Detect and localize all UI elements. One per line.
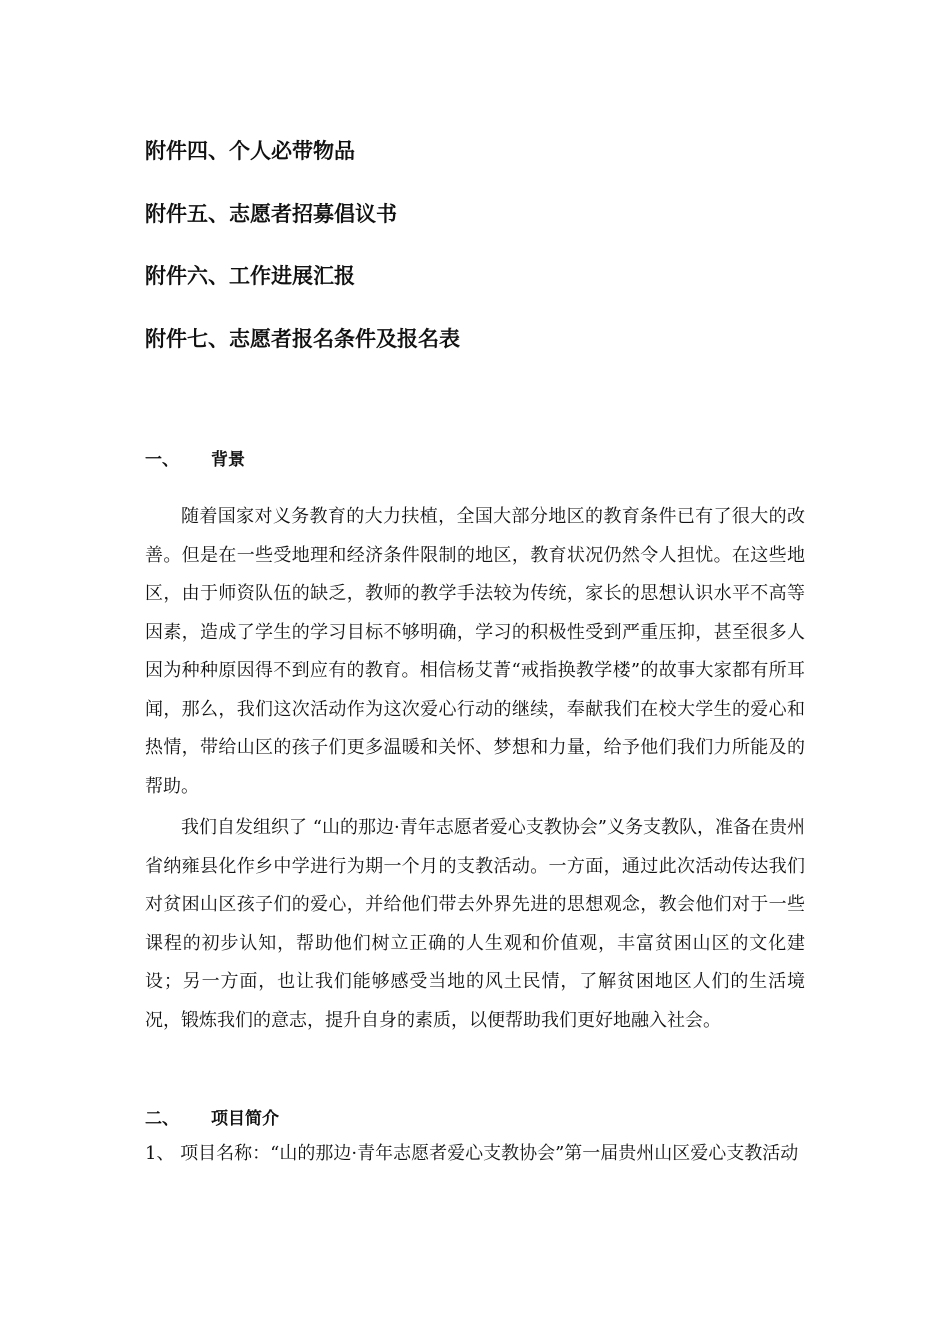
list-item: 1、 项目名称：“山的那边·青年志愿者爱心支教协会”第一届贵州山区爱心支教活动: [145, 1143, 799, 1164]
section-title: 背景: [211, 450, 245, 470]
attachment-item: 附件五、志愿者招募倡议书: [145, 202, 397, 226]
attachment-item: 附件七、志愿者报名条件及报名表: [145, 327, 460, 351]
section-heading: [145, 1107, 279, 1131]
body-paragraph: 随着国家对义务教育的大力扶植，全国大部分地区的教育条件已有了很大的改善。但是在一些受地理和经济条件限制的地区，教育状况仍然令人担忧。在这些地区，由于师资队伍的缺乏，教师的教学手法较为传统，家长的思想认识水平不高等因素，造成了学生的学习目标不够明确，学习的积极性受到严重压抑，甚至很多人因为种种原因得不到应有的教育。相信杨艾菁“戒指换教学楼”的故事大家都有所耳闻，那么，我们这次活动作为这次爱心行动的继续，奉献我们在校大学生的爱心和热情，带给山区的孩子们更多温暖和关怀、梦想和力量，给予他们我们力所能及的帮助。: [145, 506, 805, 797]
attachment-item: 附件六、工作进展汇报: [145, 264, 355, 288]
section-number: 一、: [145, 450, 179, 470]
section-heading: [145, 448, 245, 472]
section-number: 二、: [145, 1109, 179, 1129]
section-title: 项目简介: [211, 1109, 279, 1129]
body-paragraph: 我们自发组织了 “山的那边·青年志愿者爱心支教协会”义务支教队，准备在贵州省纳雍县化作乡中学进行为期一个月的支教活动。一方面，通过此次活动传达我们对贫困山区孩子们的爱心，并给他们带去外界先进的思想观念，教会他们对于一些课程的初步认知，帮助他们树立正确的人生观和价值观，丰富贫困山区的文化建设；另一方面，也让我们能够感受当地的风土民情，了解贫困地区人们的生活境况，锻炼我们的意志，提升自身的素质，以便帮助我们更好地融入社会。: [145, 817, 805, 1031]
attachment-item: 附件四、个人必带物品: [145, 139, 355, 163]
